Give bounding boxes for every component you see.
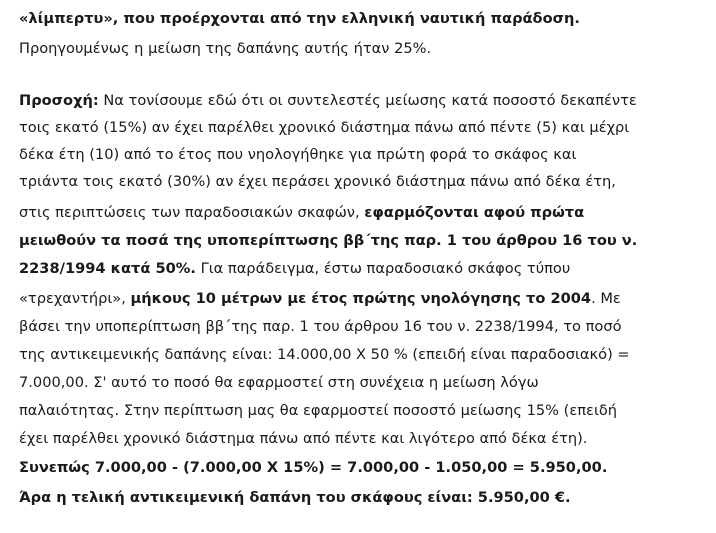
text-line-16 bbox=[19, 459, 607, 477]
text-span-bold: μειωθούν τα ποσά της υποπερίπτωσης ββ΄της παρ. 1 του άρθρου 16 του ν. bbox=[19, 232, 638, 249]
text-span: βάσει την υποπερίπτωση ββ΄της παρ. 1 του άρθρου 16 του ν. 2238/1994, το ποσό bbox=[19, 318, 622, 335]
text-line-7 bbox=[19, 204, 584, 222]
text-span: της αντικειμενικής δαπάνης είναι: 14.000,00 Χ 50 % (επειδή είναι παραδοσιακό) = bbox=[19, 346, 630, 363]
text-line-5 bbox=[19, 146, 576, 164]
text-line-4 bbox=[19, 119, 629, 137]
text-line-15 bbox=[19, 430, 587, 448]
text-line-10 bbox=[19, 290, 621, 308]
text-line-2 bbox=[19, 40, 431, 58]
text-line-11 bbox=[19, 318, 622, 336]
text-line-6 bbox=[19, 173, 616, 191]
text-span: τοις εκατό (15%) αν έχει παρέλθει χρονικό διάστημα πάνω από πέντε (5) και μέχρι bbox=[19, 119, 630, 136]
text-line-17 bbox=[19, 489, 571, 507]
text-line-1 bbox=[19, 10, 580, 28]
text-line-14 bbox=[19, 402, 617, 420]
text-span: Προηγουμένως η μείωση της δαπάνης αυτής ήταν 25%. bbox=[19, 40, 432, 57]
text-line-9 bbox=[19, 260, 570, 278]
text-line-3 bbox=[19, 92, 637, 110]
text-span: στις περιπτώσεις των παραδοσιακών σκαφών, bbox=[19, 204, 365, 221]
text-span: δέκα έτη (10) από το έτος που νηολογήθηκε για πρώτη φορά το σκάφος και bbox=[19, 146, 577, 163]
text-span: 7.000,00. Σ' αυτό το ποσό θα εφαρμοστεί στη συνέχεια η μείωση λόγω bbox=[19, 374, 539, 391]
text-span-bold: 2238/1994 κατά 50%. bbox=[19, 260, 196, 277]
text-span: τριάντα τοις εκατό (30%) αν έχει περάσει χρονικό διάστημα πάνω από δέκα έτη, bbox=[19, 173, 616, 190]
text-line-13 bbox=[19, 374, 539, 392]
text-span-bold: εφαρμόζονται αφού πρώτα bbox=[364, 204, 585, 221]
text-span: «τρεχαντήρι», bbox=[19, 290, 131, 307]
text-line-12 bbox=[19, 346, 630, 364]
text-span-bold: μήκους 10 μέτρων με έτος πρώτης νηολόγησης το 2004 bbox=[130, 290, 592, 307]
text-span: Να τονίσουμε εδώ ότι οι συντελεστές μείωσης κατά ποσοστό δεκαπέντε bbox=[98, 92, 637, 109]
text-span: έχει παρέλθει χρονικό διάστημα πάνω από πέντε και λιγότερο από δέκα έτη). bbox=[19, 430, 588, 447]
text-span: παλαιότητας. Στην περίπτωση μας θα εφαρμοστεί ποσοστό μείωσης 15% (επειδή bbox=[19, 402, 618, 419]
text-span: Για παράδειγμα, έστω παραδοσιακό σκάφος τύπου bbox=[195, 260, 571, 277]
text-line-8 bbox=[19, 232, 637, 250]
text-span-bold: Συνεπώς 7.000,00 - (7.000,00 Χ 15%) = 7.000,00 - 1.050,00 = 5.950,00. bbox=[19, 459, 608, 476]
text-span-bold: Άρα η τελική αντικειμενική δαπάνη του σκάφους είναι: 5.950,00 €. bbox=[19, 489, 571, 506]
caution-label: Προσοχή: bbox=[19, 92, 99, 109]
text-span: «λίμπερτυ», που προέρχονται από την ελληνική ναυτική παράδοση. bbox=[19, 10, 580, 27]
text-span: . Με bbox=[591, 290, 621, 307]
